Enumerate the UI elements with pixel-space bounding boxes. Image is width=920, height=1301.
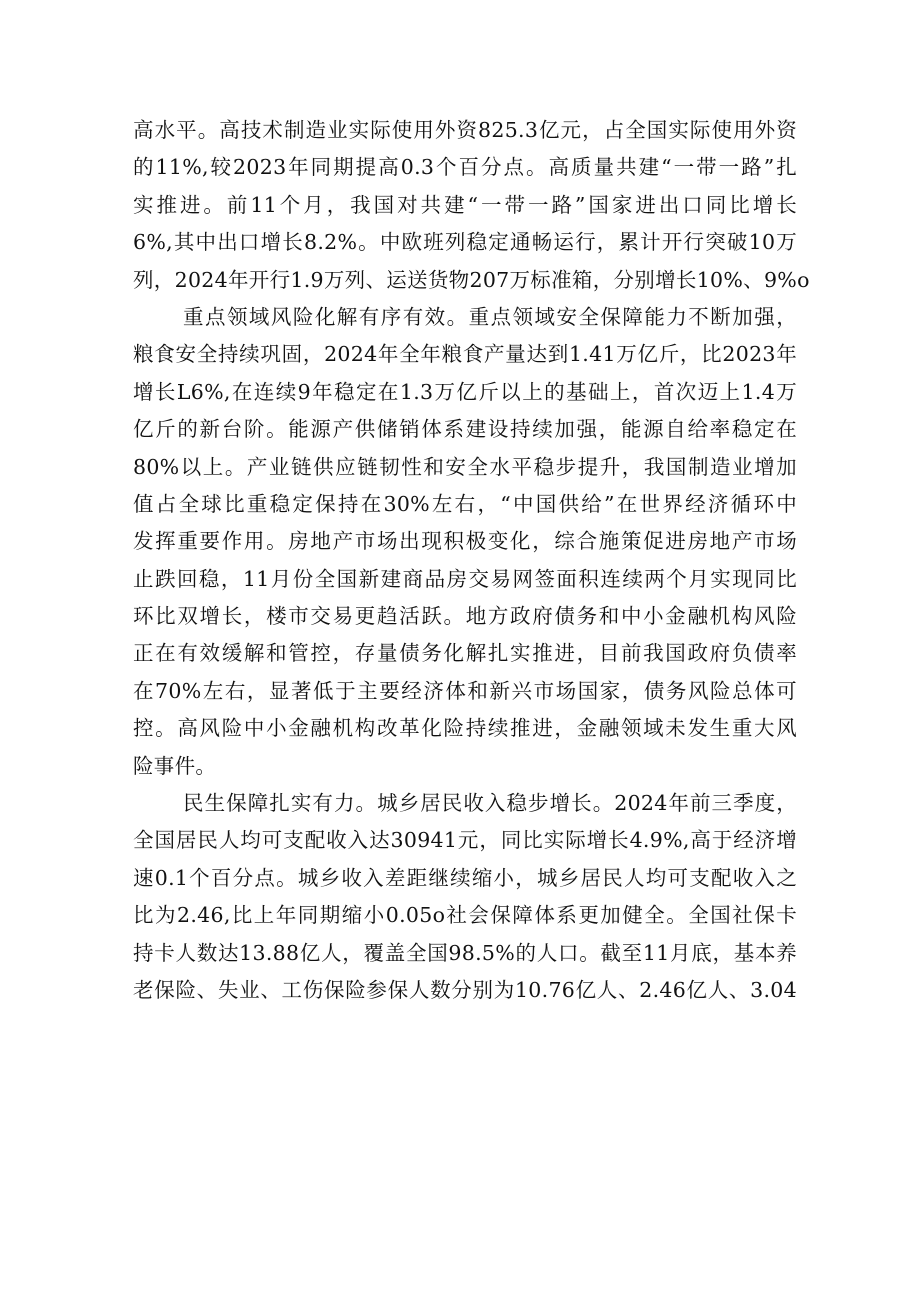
text-line: 增长L6%,在连续9年稳定在1.3万亿斤以上的基础上，首次迈上1.4万 — [133, 379, 797, 404]
paragraph-livelihood — [133, 785, 797, 1009]
text-line: 80%以上。产业链供应链韧性和安全水平稳步提升，我国制造业增加 — [133, 454, 797, 479]
text-line: 速0.1个百分点。城乡收入差距继续缩小，城乡居民人均可支配收入之 — [133, 865, 797, 890]
text-line: 值占全球比重稳定保持在30%左右，“中国供给”在世界经济循环中 — [133, 491, 797, 516]
text-line: 的11%,较2023年同期提高0.3个百分点。高质量共建“一带一路”扎 — [133, 155, 797, 180]
paragraph-foreign-investment — [133, 112, 810, 299]
paragraph-risk-resolution — [133, 299, 797, 785]
text-line: 重点领域风险化解有序有效。重点领域安全保障能力不断加强， — [183, 304, 797, 329]
text-line: 持卡人数达13.88亿人，覆盖全国98.5%的人口。截至11月底，基本养 — [133, 940, 797, 965]
text-line: 高水平。高技术制造业实际使用外资825.3亿元，占全国实际使用外资 — [133, 118, 797, 142]
text-line: 实推进。前11个月，我国对共建“一带一路”国家进出口同比增长 — [133, 192, 797, 217]
text-line: 正在有效缓解和管控，存量债务化解扎实推进，目前我国政府负债率 — [133, 641, 797, 666]
body-text — [133, 112, 810, 1009]
text-line: 比为2.46,比上年同期缩小0.05o社会保障体系更加健全。全国社保卡 — [133, 903, 797, 928]
text-line: 列，2024年开行1.9万列、运送货物207万标准箱，分别增长10%、9%o — [133, 267, 810, 292]
text-line: 老保险、失业、工伤保险参保人数分别为10.76亿人、2.46亿人、3.04 — [133, 977, 797, 1002]
text-line: 粮食安全持续巩固，2024年全年粮食产量达到1.41万亿斤，比2023年 — [133, 342, 797, 367]
text-line: 险事件。 — [133, 753, 217, 778]
text-line: 控。高风险中小金融机构改革化险持续推进，金融领域未发生重大风 — [133, 716, 797, 741]
text-line: 6%,其中出口增长8.2%。中欧班列稳定通畅运行，累计开行突破10万 — [133, 230, 797, 255]
text-line: 亿斤的新台阶。能源产供储销体系建设持续加强，能源自给率稳定在 — [133, 417, 797, 442]
text-line: 在70%左右，显著低于主要经济体和新兴市场国家，债务风险总体可 — [133, 678, 797, 703]
text-line: 发挥重要作用。房地产市场出现积极变化，综合施策促进房地产市场 — [133, 529, 797, 554]
text-line: 环比双增长，楼市交易更趋活跃。地方政府债务和中小金融机构风险 — [133, 604, 797, 629]
text-line: 止跌回稳，11月份全国新建商品房交易网签面积连续两个月实现同比 — [133, 566, 797, 591]
text-line: 民生保障扎实有力。城乡居民收入稳步增长。2024年前三季度， — [183, 791, 797, 816]
text-line: 全国居民人均可支配收入达30941元，同比实际增长4.9%,高于经济增 — [133, 828, 797, 853]
